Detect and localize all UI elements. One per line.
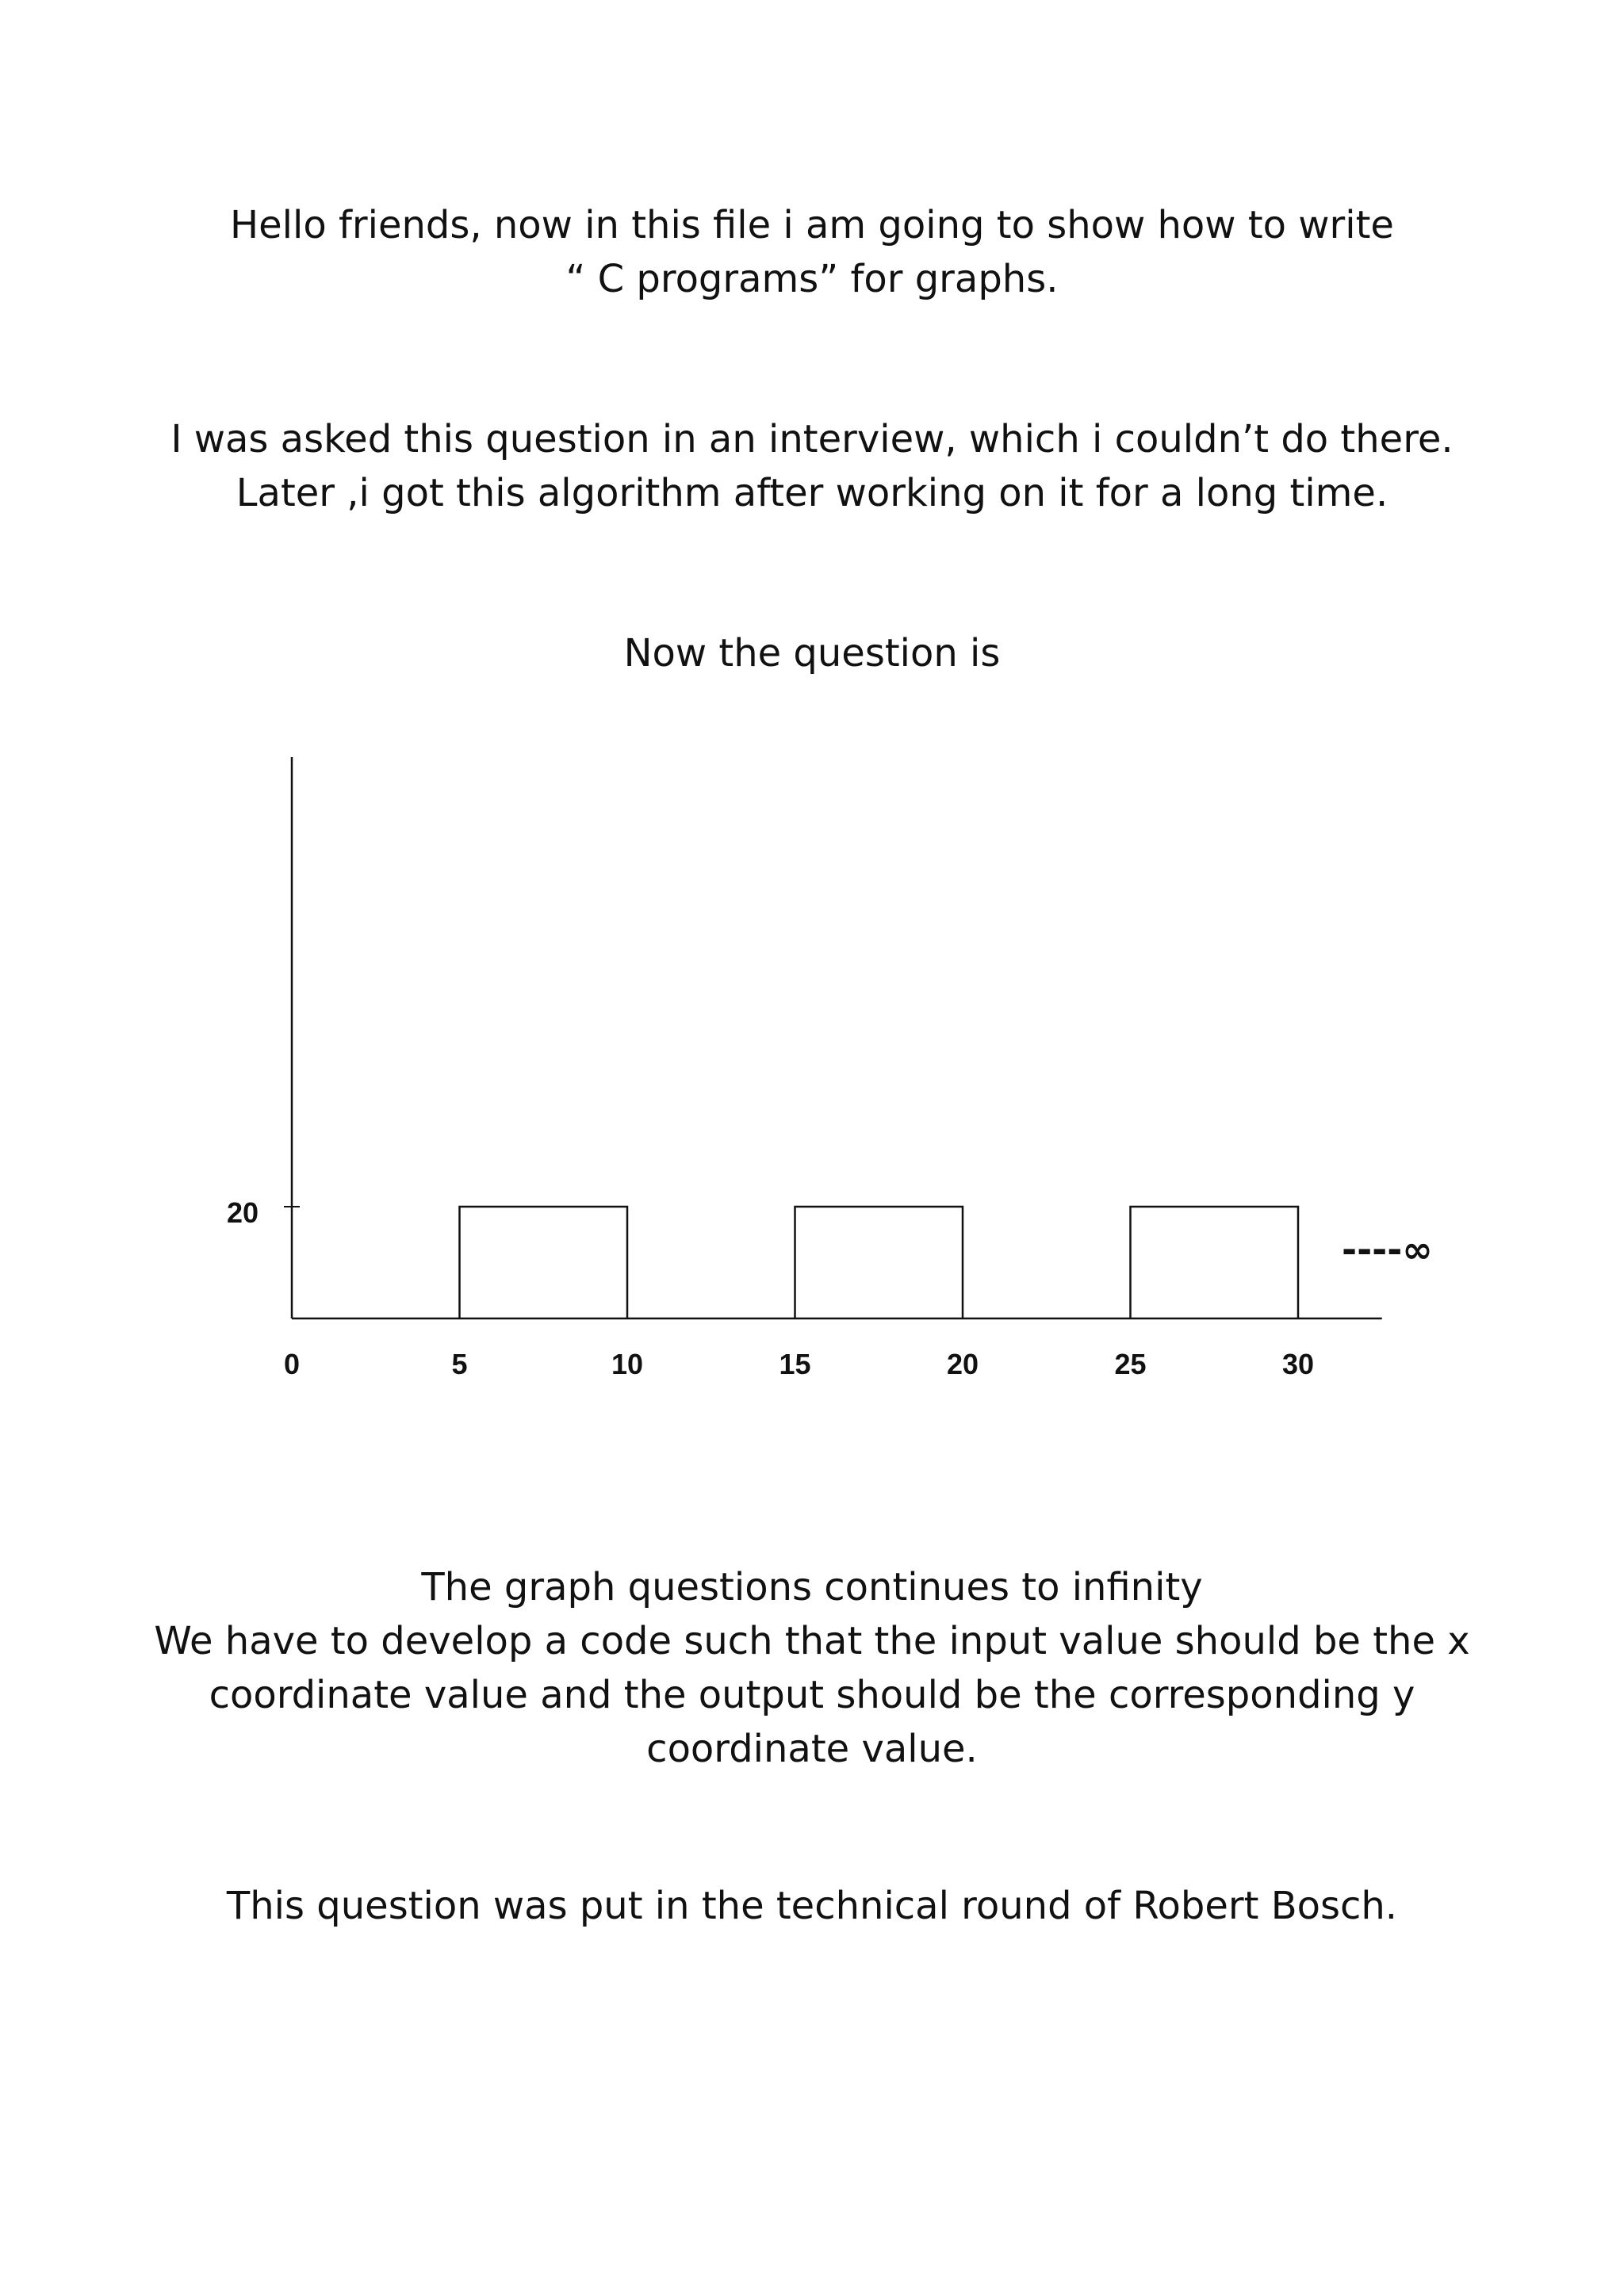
x-tick-label-10: 10 — [611, 1348, 644, 1380]
pulse-1 — [460, 1207, 628, 1318]
bosch-line: This question was put in the technical round of Robert Bosch. — [226, 1884, 1398, 1928]
graph-labels — [227, 1196, 1433, 1380]
intro-line-2: “ C programs” for graphs. — [565, 257, 1059, 301]
interview-line-2: Later ,i got this algorithm after working on it for a long time. — [236, 471, 1388, 515]
graph-pulses — [460, 1207, 1299, 1318]
bosch-paragraph — [0, 1879, 1624, 1933]
infinity-mark: ----∞ — [1341, 1228, 1433, 1271]
graph-axes — [284, 757, 1382, 1318]
y-tick-label: 20 — [226, 1196, 259, 1229]
x-tick-label-30: 30 — [1281, 1348, 1315, 1380]
x-tick-label-25: 25 — [1114, 1348, 1147, 1380]
intro-line-1: Hello friends, now in this file i am going to show how to write — [230, 203, 1394, 247]
x-tick-label-15: 15 — [779, 1348, 811, 1380]
pulse-3 — [1131, 1207, 1299, 1318]
description-paragraph — [0, 1560, 1624, 1776]
x-tick-label-20: 20 — [946, 1348, 979, 1380]
question-line: Now the question is — [623, 631, 1001, 675]
description-line-1: The graph questions continues to infinity — [421, 1565, 1203, 1609]
description-line-3: coordinate value and the output should be the corresponding y — [209, 1673, 1415, 1717]
description-line-4: coordinate value. — [646, 1727, 978, 1771]
x-tick-label-0: 0 — [283, 1348, 301, 1380]
x-tick-label-5: 5 — [451, 1348, 468, 1380]
description-line-2: We have to develop a code such that the input value should be the x — [154, 1619, 1470, 1663]
pulse-2 — [795, 1207, 963, 1318]
interview-line-1: I was asked this question in an interview, which i couldn’t do there. — [170, 417, 1454, 461]
